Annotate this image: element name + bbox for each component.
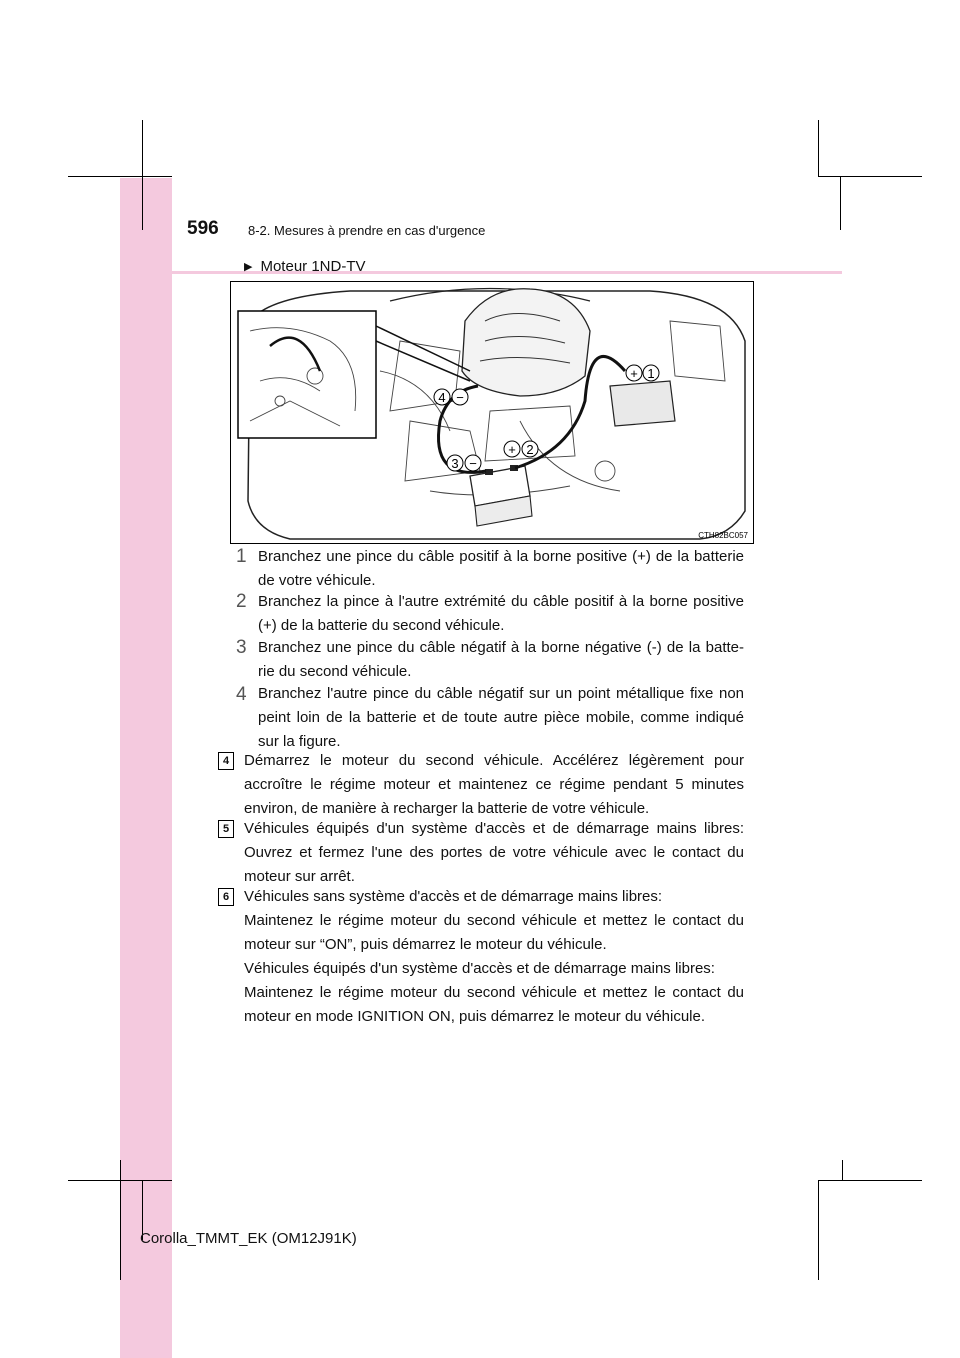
header-rule xyxy=(120,271,842,274)
step-text xyxy=(244,885,744,957)
substep-number: 4 xyxy=(236,684,247,705)
callout-polarity-4: − xyxy=(456,390,464,405)
callout-4: 4 xyxy=(438,390,446,405)
substep-text: Branchez la pince à l'autre extrémité du câble positif à la borne positive (+) de la batterie du second véhicule. xyxy=(258,593,744,634)
step-line: Maintenez le régime moteur du second véhicule et mettez le contact du moteur en mode IGNITION ON, puis démarrez le moteur du véhicule. xyxy=(244,984,744,1025)
step-number-box: 4 xyxy=(218,752,234,770)
step-number-box: 6 xyxy=(218,888,234,906)
step-line: Véhicules équipés d'un système d'accès et de démarrage mains libres: xyxy=(244,960,715,977)
step-text: Véhicules équipés d'un système d'accès et de démarrage mains libres: Ouvrez et fermez l'une des portes de votre véhicule avec le contact du moteur sur arrêt. xyxy=(244,820,744,885)
step-text: Démarrez le moteur du second véhicule. Accélérez légèrement pour accroître le régime moteur et maintenez ce régime pendant 5 minutes environ, de manière à recharger la batterie de votre véhicule. xyxy=(244,752,744,817)
callout-2: 2 xyxy=(526,442,534,457)
footer-document-id: Corolla_TMMT_EK (OM12J91K) xyxy=(140,1230,357,1247)
callout-1: 1 xyxy=(647,366,655,381)
subtitle xyxy=(244,258,366,275)
figure-code: CTH82BC057 xyxy=(698,531,748,540)
triangle-bullet-icon: ▶ xyxy=(244,261,253,273)
step-line: Véhicules sans système d'accès et de démarrage mains libres: xyxy=(244,888,663,905)
section-title: 8-2. Mesures à prendre en cas d'urgence xyxy=(248,223,486,238)
side-color-bar xyxy=(120,178,172,1358)
step-text-extra xyxy=(244,957,744,1029)
callout-polarity-1: + xyxy=(630,366,638,381)
substep-text: Branchez l'autre pince du câble négatif sur un point métallique fixe non peint loin de la batterie et de toute autre pièce mobile, comme indiqué sur la figure. xyxy=(258,685,744,750)
step-number-box: 5 xyxy=(218,820,234,838)
substep-text: Branchez une pince du câble négatif à la borne négative (-) de la batte-rie du second véhicule. xyxy=(258,639,744,680)
substep-number: 2 xyxy=(236,591,247,612)
callout-3: 3 xyxy=(451,456,459,471)
engine-jump-start-figure xyxy=(230,281,754,544)
substep-number: 1 xyxy=(236,546,247,567)
substep-number: 3 xyxy=(236,637,247,658)
callout-polarity-3: − xyxy=(469,456,477,471)
subtitle-text: Moteur 1ND-TV xyxy=(260,258,366,275)
step-line: Maintenez le régime moteur du second véhicule et mettez le contact du moteur sur “ON”, puis démarrez le moteur du véhicule. xyxy=(244,912,744,953)
substep-text: Branchez une pince du câble positif à la borne positive (+) de la batterie de votre véhicule. xyxy=(258,548,744,589)
page-number: 596 xyxy=(187,218,219,239)
callout-polarity-2: + xyxy=(508,442,516,457)
